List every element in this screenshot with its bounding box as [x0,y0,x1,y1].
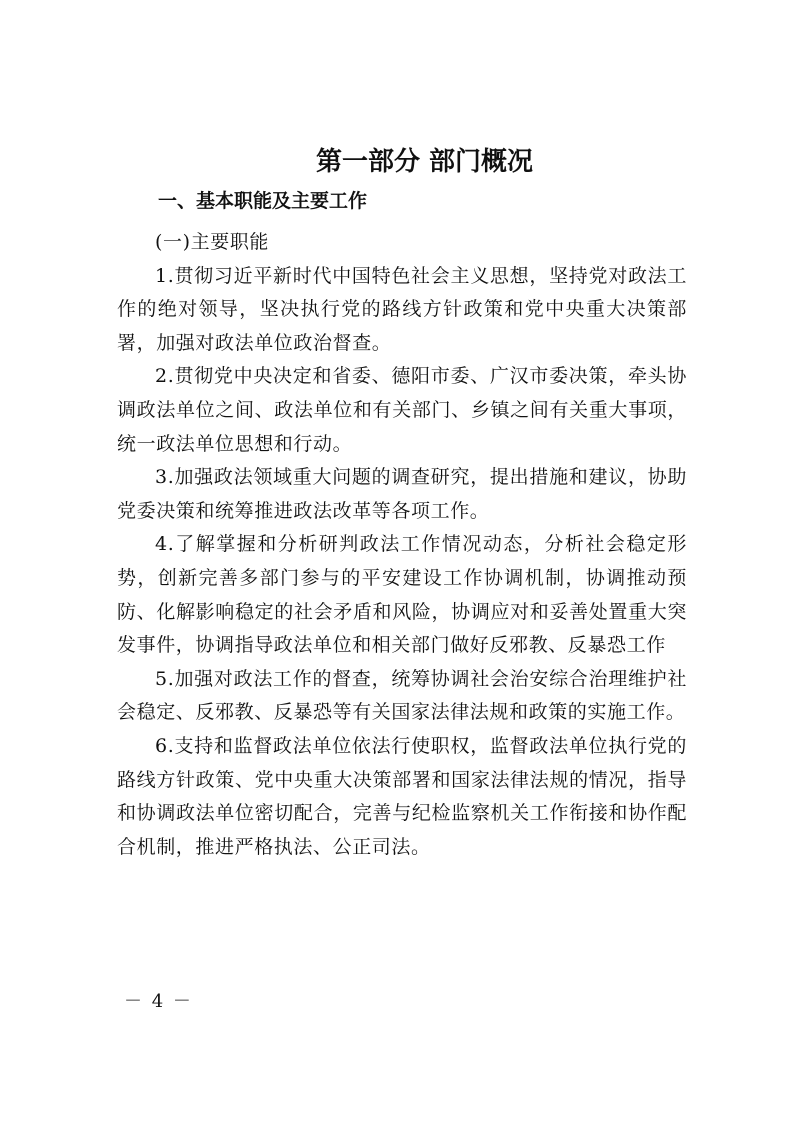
paragraph-6: 6.支持和监督政法单位依法行使职权，监督政法单位执行党的路线方针政策、党中央重大决策部署和国家法律法规的情况，指导和协调政法单位密切配合，完善与纪检监察机关工作衔接和协作配合机制，推进严格执法、公正司法。 [117,734,687,858]
paragraph-2: 2.贯彻党中央决定和省委、德阳市委、广汉市委决策，牵头协调政法单位之间、政法单位和有关部门、乡镇之间有关重大事项，统一政法单位思想和行动。 [117,365,687,455]
document-body [117,226,687,864]
page-title: 第一部分 部门概况 [315,147,534,177]
page-number: － 4 － [124,991,193,1012]
paragraph-5: 5.加强对政法工作的督查，统筹协调社会治安综合治理维护社会稳定、反邪教、反暴恐等有关国家法律法规和政策的实施工作。 [117,667,687,724]
paragraph-1: 1.贯彻习近平新时代中国特色社会主义思想，坚持党对政法工作的绝对领导，坚决执行党的路线方针政策和党中央重大决策部署，加强对政法单位政治督查。 [117,264,687,354]
subsection-heading: (一)主要职能 [155,231,270,253]
section-heading: 一、基本职能及主要工作 [158,190,368,212]
paragraph-3: 3.加强政法领域重大问题的调查研究，提出措施和建议，协助党委决策和统筹推进政法改革等各项工作。 [117,466,687,522]
paragraph-4: 4.了解掌握和分析研判政法工作情况动态，分析社会稳定形势，创新完善多部门参与的平安建设工作协调机制，协调推动预防、化解影响稳定的社会矛盾和风险，协调应对和妥善处置重大突发事件，协调指导政法单位和相关部门做好反邪教、反暴恐工作 [117,533,687,657]
